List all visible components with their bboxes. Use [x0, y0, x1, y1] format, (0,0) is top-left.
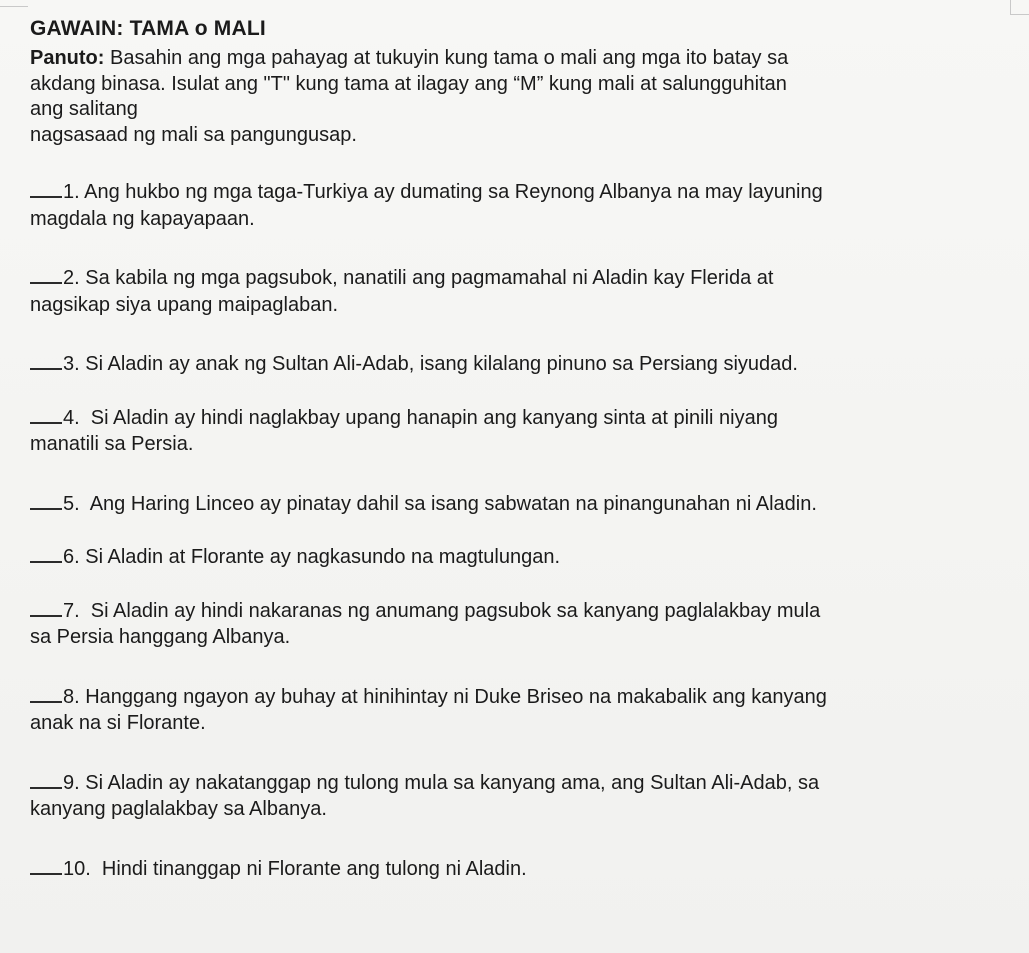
question-2-line-2: nagsikap siya upang maipaglaban. [30, 293, 338, 316]
question-item-3 [30, 350, 1009, 378]
answer-blank-5[interactable] [30, 490, 62, 510]
answer-blank-9[interactable] [30, 769, 62, 789]
question-7-line-1: 7. Si Aladin ay hindi nakaranas ng anumang pagsubok sa kanyang paglalakbay mula [63, 599, 821, 622]
instructions-label: Panuto: [30, 47, 105, 69]
question-item-7 [30, 597, 1009, 651]
question-list [30, 178, 1009, 882]
question-8-line-1: 8. Hanggang ngayon ay buhay at hinihintay ni Duke Briseo na makabalik ang kanyang [63, 685, 827, 708]
page-corner-mark-right [1010, 0, 1029, 15]
question-9-line-2: kanyang paglalakbay sa Albanya. [30, 798, 327, 820]
instructions-line-1: Basahin ang mga pahayag at tukuyin kung tama o mali ang mga ito batay sa [104, 47, 789, 69]
answer-blank-6[interactable] [30, 543, 62, 563]
question-10-line-1: 10. Hindi tinanggap ni Florante ang tulong ni Aladin. [63, 857, 527, 880]
question-6-line-1: 6. Si Aladin at Florante ay nagkasundo na magtulungan. [63, 546, 561, 568]
question-4-line-2: manatili sa Persia. [30, 433, 194, 455]
question-item-2 [30, 264, 1009, 318]
question-3-line-1: 3. Si Aladin ay anak ng Sultan Ali-Adab, isang kilalang pinuno sa Persiang siyudad. [63, 353, 798, 375]
question-5-line-1: 5. Ang Haring Linceo ay pinatay dahil sa isang sabwatan na pinangunahan ni Aladin. [63, 492, 817, 515]
question-8-line-2: anak na si Florante. [30, 712, 206, 734]
answer-blank-10[interactable] [30, 855, 62, 875]
answer-blank-1[interactable] [30, 178, 62, 198]
answer-blank-4[interactable] [30, 404, 62, 424]
question-item-8 [30, 683, 1009, 737]
question-4-line-1: 4. Si Aladin ay hindi naglakbay upang hanapin ang kanyang sinta at pinili niyang [63, 406, 778, 429]
instructions [30, 46, 1009, 148]
question-1-line-1: 1. Ang hukbo ng mga taga-Turkiya ay dumating sa Reynong Albanya na may layuning [63, 181, 823, 203]
page-corner-mark-left [0, 0, 28, 7]
question-item-9 [30, 769, 1009, 823]
worksheet-title: GAWAIN: TAMA o MALI [30, 17, 266, 40]
question-1-line-2: magdala ng kapayapaan. [30, 207, 255, 230]
question-item-6 [30, 543, 1009, 571]
answer-blank-3[interactable] [30, 350, 62, 370]
question-item-10 [30, 855, 1009, 883]
question-9-line-1: 9. Si Aladin ay nakatanggap ng tulong mula sa kanyang ama, ang Sultan Ali-Adab, sa [63, 771, 820, 794]
question-item-1 [30, 178, 1009, 232]
instructions-line-4: nagsasaad ng mali sa pangungusap. [30, 123, 357, 146]
question-item-4 [30, 404, 1009, 458]
instructions-line-3: ang salitang [30, 98, 138, 120]
question-7-line-2: sa Persia hanggang Albanya. [30, 626, 291, 648]
question-2-line-1: 2. Sa kabila ng mga pagsubok, nanatili ang pagmamahal ni Aladin kay Flerida at [63, 267, 774, 289]
question-item-5 [30, 490, 1009, 518]
answer-blank-7[interactable] [30, 597, 62, 617]
answer-blank-2[interactable] [30, 264, 62, 284]
instructions-line-2: akdang binasa. Isulat ang "T" kung tama at ilagay ang “M” kung mali at salungguhitan [30, 72, 787, 95]
answer-blank-8[interactable] [30, 683, 62, 703]
